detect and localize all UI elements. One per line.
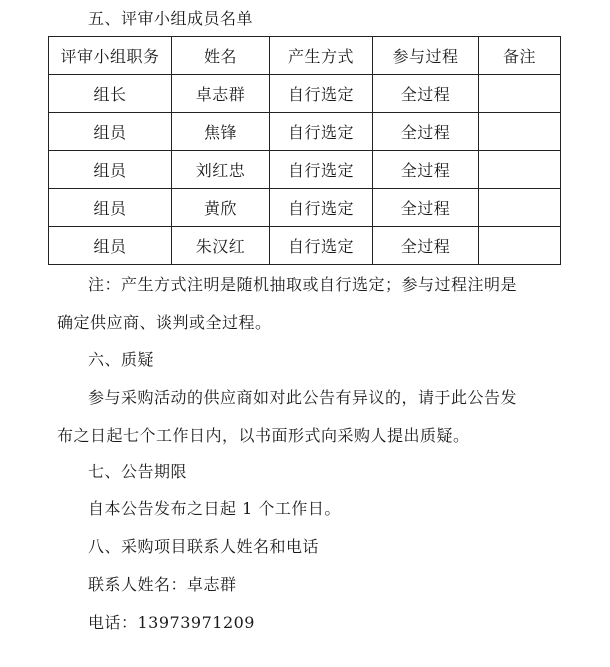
cell-name: 焦锋 bbox=[172, 113, 270, 151]
cell-remarks bbox=[479, 227, 561, 265]
cell-process: 全过程 bbox=[373, 151, 479, 189]
section-6-heading: 六、质疑 bbox=[88, 350, 155, 369]
cell-role: 组长 bbox=[49, 75, 172, 113]
cell-role: 组员 bbox=[49, 151, 172, 189]
cell-remarks bbox=[479, 189, 561, 227]
header-process: 参与过程 bbox=[373, 37, 479, 75]
table-note-line-2: 确定供应商、谈判或全过程。 bbox=[57, 313, 272, 332]
cell-name: 卓志群 bbox=[172, 75, 270, 113]
table-row bbox=[49, 113, 561, 151]
header-remarks: 备注 bbox=[479, 37, 561, 75]
cell-remarks bbox=[479, 113, 561, 151]
table-row bbox=[49, 75, 561, 113]
header-name: 姓名 bbox=[172, 37, 270, 75]
cell-method: 自行选定 bbox=[270, 227, 373, 265]
cell-method: 自行选定 bbox=[270, 189, 373, 227]
cell-remarks bbox=[479, 151, 561, 189]
section-7-heading: 七、公告期限 bbox=[88, 462, 188, 481]
cell-method: 自行选定 bbox=[270, 151, 373, 189]
cell-name: 朱汉红 bbox=[172, 227, 270, 265]
cell-process: 全过程 bbox=[373, 227, 479, 265]
section-5-heading: 五、评审小组成员名单 bbox=[88, 9, 254, 28]
section-6-body-line-2: 布之日起七个工作日内，以书面形式向采购人提出质疑。 bbox=[57, 426, 470, 445]
cell-method: 自行选定 bbox=[270, 75, 373, 113]
cell-role: 组员 bbox=[49, 227, 172, 265]
cell-method: 自行选定 bbox=[270, 113, 373, 151]
table-row bbox=[49, 151, 561, 189]
committee-table bbox=[48, 36, 561, 265]
section-7-body: 自本公告发布之日起 1 个工作日。 bbox=[88, 499, 341, 518]
header-role: 评审小组职务 bbox=[49, 37, 172, 75]
table-row bbox=[49, 227, 561, 265]
cell-role: 组员 bbox=[49, 113, 172, 151]
cell-name: 刘红忠 bbox=[172, 151, 270, 189]
section-6-body-line-1: 参与采购活动的供应商如对此公告有异议的，请于此公告发 bbox=[88, 388, 518, 407]
cell-process: 全过程 bbox=[373, 113, 479, 151]
cell-remarks bbox=[479, 75, 561, 113]
cell-role: 组员 bbox=[49, 189, 172, 227]
cell-process: 全过程 bbox=[373, 75, 479, 113]
contact-name: 联系人姓名：卓志群 bbox=[88, 575, 237, 594]
table-header-row bbox=[49, 37, 561, 75]
cell-name: 黄欣 bbox=[172, 189, 270, 227]
section-8-heading: 八、采购项目联系人姓名和电话 bbox=[88, 537, 320, 556]
cell-process: 全过程 bbox=[373, 189, 479, 227]
contact-phone: 电话：13973971209 bbox=[88, 613, 255, 632]
header-method: 产生方式 bbox=[270, 37, 373, 75]
table-note-line-1: 注：产生方式注明是随机抽取或自行选定；参与过程注明是 bbox=[88, 275, 518, 294]
table-row bbox=[49, 189, 561, 227]
